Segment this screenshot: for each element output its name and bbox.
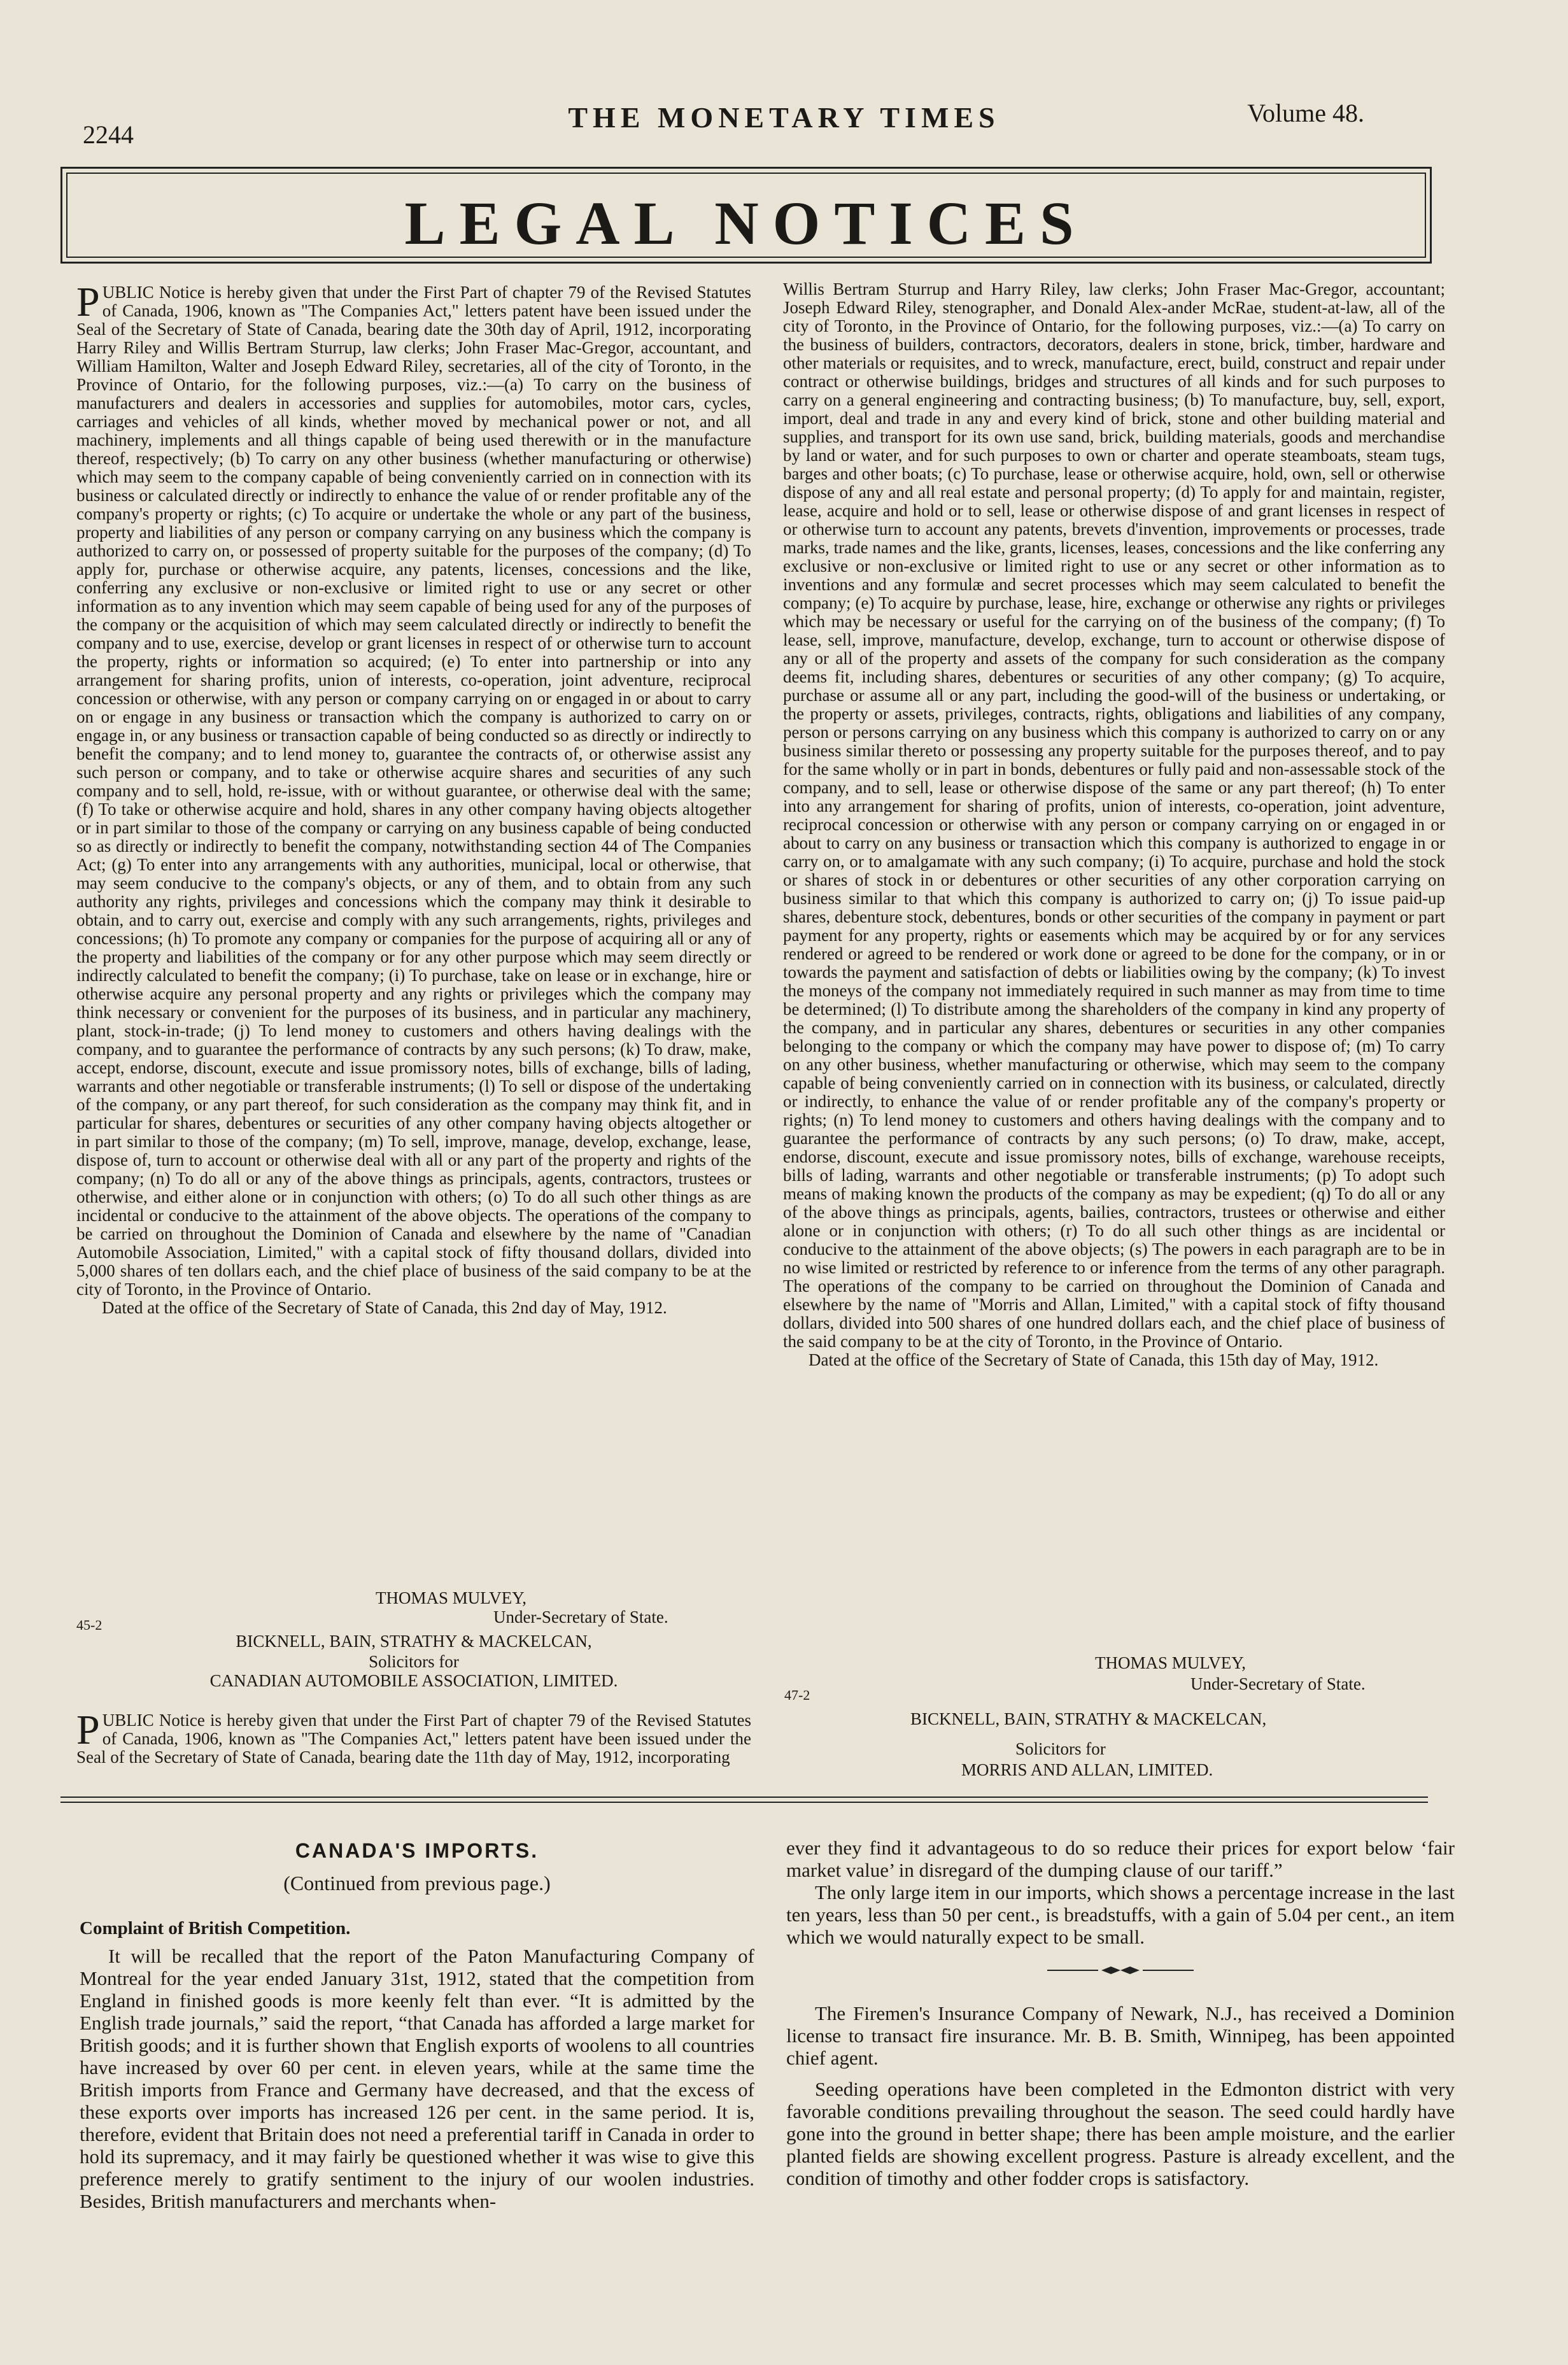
notice-dated: Dated at the office of the Secretary of State of Canada, this 2nd day of May, 1912. (102, 1298, 667, 1317)
client-name: CANADIAN AUTOMOBILE ASSOCIATION, LIMITED. (209, 1671, 618, 1690)
solicitors-for: Solicitors for (1015, 1739, 1106, 1758)
signer-title: Under-Secretary of State. (493, 1607, 668, 1627)
article-paragraph: The only large item in our imports, which shows a percentage increase in the last ten years, less than 50 per cent., is breadstuffs, with a gain of 5.04 per cent., an item which we would naturally expect to be small. (786, 1881, 1455, 1948)
section-divider (60, 1797, 1428, 1798)
article-continued (786, 1837, 1455, 2189)
notice-body: PUBLIC Notice is hereby given that under the First Part of chapter 79 of the Revised Statutes of Canada, 1906, known as "The Companies Act," letters patent have been issued under the Seal of the Secretary of State of Canada, bearing date the 30th day of April, 1912, incorporating Harry Riley and Willis Bertram Sturrup, law clerks; John Fraser Mac-Gregor, accountant, and William Hamilton, Walter and Joseph Edward Riley, secretaries, all of the city of Toronto, in the Province of Ontario, for the following purposes, viz.:—(a) To carry on the business of manufacturers and dealers in accessories and supplies for automobiles, motor cars, cycles, carriages and vehicles of all kinds, whether moved by mechanical power or not, and all machinery, implements and all things capable of being used therewith or in the manufacture thereof, respectively; (b) To carry on any other business (whether manufacturing or otherwise) which may seem to the company capable of being conveniently carried on in connection with its business or calculated directly or indirectly to enhance the value of or render profitable any of the company's property or rights; (c) To acquire or undertake the whole or any part of the business, property and liabilities of any person or company carrying on any business which the company is authorized to carry on, or possessed of property suitable for the purposes of the company; (d) To apply for, purchase or otherwise acquire, any patents, licenses, concessions and the like, conferring any exclusive or non-exclusive or limited right to use or any secret or other information as to any invention which may seem capable of being used for any of the purposes of the company or the acquisition of which may seem calculated directly or indirectly to benefit the company and to use, exercise, develop or grant licenses in respect of or otherwise turn to account the property, rights or information so acquired; (e) To enter into partnership or into any arrangement for sharing profits, union of interests, co-operation, joint adventure, reciprocal concession or otherwise, with any person or company carrying on or engaged in or about to carry on or engage in any business or transaction which the company is authorized to carry on or engage in, or any business or transaction capable of being conducted so as directly or indirectly to benefit the company; and to lend money to, guarantee the contracts of, or otherwise assist any such person or company, and to take or otherwise acquire shares and securities of any such company and to sell, hold, re-issue, with or without guarantee, or otherwise deal with the same; (f) To take or otherwise acquire and hold, shares in any other company having objects altogether or in part similar to those of the company or carrying on any business capable of being conducted so as directly or indirectly to benefit the company, notwithstanding section 44 of The Companies Act; (g) To enter into any arrangements with any authorities, municipal, local or otherwise, that may seem conducive to the company's objects, or any of them, and to obtain from any such authority any rights, privileges and concessions which the company may think it desirable to obtain, and to carry out, exercise and comply with any such arrangements, rights, privileges and concessions; (h) To promote any company or companies for the purpose of acquiring all or any of the property and liabilities of the company or for any other purpose which may seem directly or indirectly calculated to benefit the company; (i) To purchase, take on lease or in exchange, hire or otherwise acquire any personal property and any rights or privileges which the company may think necessary or convenient for the purposes of its business, and in particular any machinery, plant, stock-in-trade; (j) To lend money to customers and others having dealings with the company, and to guarantee the performance of contracts by any such persons; (k) To draw, make, accept, endorse, discount, execute and issue promissory notes, bills of exchange, bills of lading, warrants and other negotiable or transferable instruments; (l) To sell or dispose of the undertaking of the company, or any part thereof, for such consideration as the company may think fit, and in particular for shares, debentures or securities of any other company having objects altogether or in part similar to those of the company; (m) To sell, improve, manage, develop, exchange, lease, dispose of, turn to account or otherwise deal with all or any part of the property and rights of the company; (n) To do all or any of the above things as principals, agents, contractors, trustees or otherwise, and either alone or in conjunction with others; (o) To do all such other things as are incidental or conducive to the attainment of the above objects. The operations of the company to be carried on throughout the Dominion of Canada and elsewhere by the name of "Canadian Automobile Association, Limited," with a capital stock of fifty thousand dollars, divided into 5,000 shares of ten dollars each, and the chief place of business of the said company to be at the city of Toronto, in the Province of Ontario. (76, 279, 751, 1299)
article-paragraph: The Firemen's Insurance Company of Newark, N.J., has received a Dominion license to transact fire insurance. Mr. B. B. Smith, Winnipeg, has been appointed chief agent. (786, 2002, 1455, 2069)
section-divider (60, 1802, 1428, 1803)
dropcap: P (76, 279, 100, 325)
journal-title: THE MONETARY TIMES (568, 101, 1000, 134)
notice-body: Willis Bertram Sturrup and Harry Riley, law clerks; John Fraser Mac-Gregor, accountant; Joseph Edward Riley, stenographer, and Donald Alex-ander McRae, student-at-law, all of the city of Toronto, in the Province of Ontario, for the following purposes, viz.:—(a) To carry on the business of builders, contractors, decorators, dealers in stone, brick, timber, hardware and other materials or requisites, and to wreck, manufacture, erect, build, construct and repair under contract or otherwise buildings, bridges and structures of all kinds and for such purposes to carry on a general engineering and contracting business; (b) To manufacture, buy, sell, export, import, deal and trade in any and every kind of brick, stone and other building material and supplies, and transport for its own use sand, brick, building materials, goods and merchandise by land or water, and for such purposes to own or charter and operate steamboats, steam tugs, barges and other boats; (c) To purchase, lease or otherwise acquire, hold, own, sell or otherwise dispose of any and all real estate and personal property; (d) To apply for and maintain, register, lease, acquire and hold or to sell, lease or otherwise dispose of and grant licenses in respect of or otherwise turn to account any patents, brevets d'invention, improvements or processes, trade marks, trade names and the like, grants, licenses, leases, concessions and the like conferring any exclusive or non-exclusive or limited right to use or any secret or other information as to inventions and any formulæ and secret processes which may seem calculated to benefit the company; (e) To acquire by purchase, lease, hire, exchange or otherwise any rights or privileges which may be necessary or useful for the carrying on of the business of the company; (f) To lease, sell, improve, manufacture, develop, exchange, turn to account or otherwise dispose of any or all of the property and assets of the company for such consideration as the company deems fit, including shares, debentures or securities of any other company; (g) To acquire, purchase or assume all or any part, including the good-will of the business or undertaking, or the property or assets, privileges, contracts, rights, obligations and liabilities of any company, person or persons carrying on any business which this company is authorized to carry on or any business similar thereto or possessing any property suitable for the purposes thereof, and to pay for the same wholly or in part in bonds, debentures or fully paid and non-assessable stock of the company, and to sell, lease or otherwise dispose of the same or any part thereof; (h) To enter into any arrangement for sharing of profits, union of interests, co-operation, joint adventure, reciprocal concession or otherwise with any person or company carrying on or engaged in or about to carry on any business or transaction which this company is authorized to engage in or carry on, or to amalgamate with any such company; (i) To acquire, purchase and hold the stock or shares of stock in or debentures or other securities of any other corporation carrying on business similar to that which this company is authorized to carry on; (j) To issue paid-up shares, debenture stock, debentures, bonds or other securities of the company in payment or part payment for any property, rights or easements which may be acquired by or for any services rendered or agreed to be rendered or work done or agreed to be done for the company, or in or towards the payment and satisfaction of debts or liabilities owing by the company; (k) To invest the moneys of the company not immediately required in such manner as may from time to time be determined; (l) To distribute among the shareholders of the company in kind any property of the company, and in particular any shares, debentures or securities in any other companies belonging to the company or which the company may have power to dispose of; (m) To carry on any other business, whether manufacturing or otherwise, which may seem to the company capable of being conveniently carried on in connection with its business, or calculated, directly or indirectly, to enhance the value of or render profitable any of the company's property or rights; (n) To lend money to customers and others having dealings with the company and to guarantee the performance of contracts by any such persons; (o) To draw, make, accept, endorse, discount, execute and issue promissory notes, bills of exchange, warehouse receipts, bills of lading, warrants and other negotiable or transferable instruments; (p) To adopt such means of making known the products of the company as may be expedient; (q) To do all or any of the above things as principals, agents, bailies, contractors, trustees or otherwise and either alone or in conjunction with others; (r) To do all such other things as are incidental or conducive to the attainment of the above objects; (s) The powers in each paragraph are to be in no wise limited or restricted by reference to or inference from the terms of any other paragraph. The operations of the company to be carried on throughout the Dominion of Canada and elsewhere by the name of "Morris and Allan, Limited," with a capital stock of fifty thousand dollars, divided into 500 shares of one hundred dollars each, and the chief place of business of the said company to be at the city of Toronto, in the Province of Ontario. (783, 279, 1445, 1351)
solicitors-name: BICKNELL, BAIN, STRATHY & MACKELCAN, (910, 1709, 1267, 1728)
signer-name: THOMAS MULVEY, (376, 1588, 527, 1607)
banner-title: LEGAL NOTICES (404, 189, 1088, 257)
article-canadas-imports (80, 1840, 754, 2212)
solicitors-for: Solicitors for (369, 1652, 459, 1671)
ornament-divider-icon (786, 1961, 1455, 1983)
dropcap: P (76, 1707, 100, 1753)
notice-ref: 47-2 (784, 1687, 810, 1703)
article-paragraph: ever they find it advantageous to do so reduce their prices for export below ‘fair market value’ in disregard of the dumping clause of our tariff.” (786, 1837, 1455, 1881)
page-number: 2244 (83, 120, 134, 149)
signer-title: Under-Secretary of State. (1190, 1674, 1366, 1693)
article-paragraph: Seeding operations have been completed in the Edmonton district with very favorable conditions prevailing throughout the season. The seed could hardly have gone into the ground in better shape; there has been ample moisture, and the earlier planted fields are showing excellent progress. Pasture is already excellent, and the condition of timothy and other fodder crops is satisfactory. (786, 2078, 1455, 2189)
signer-name: THOMAS MULVEY, (1095, 1653, 1247, 1672)
legal-notices-banner (60, 167, 1432, 264)
article-title: CANADA'S IMPORTS. (295, 1839, 539, 1862)
article-subtitle: (Continued from previous page.) (283, 1872, 551, 1895)
page-header (0, 95, 1568, 149)
article-subhead: Complaint of British Competition. (80, 1918, 351, 1938)
notice-ref: 45-2 (76, 1617, 102, 1633)
solicitors-name: BICKNELL, BAIN, STRATHY & MACKELCAN, (236, 1632, 592, 1651)
volume-label: Volume 48. (1247, 99, 1364, 127)
notice-dated: Dated at the office of the Secretary of State of Canada, this 15th day of May, 1912. (809, 1350, 1379, 1369)
notice-canadian-automobile (76, 279, 751, 1317)
client-name: MORRIS AND ALLAN, LIMITED. (961, 1760, 1213, 1779)
notice-morris-allan-start: PUBLIC Notice is hereby given that under the First Part of chapter 79 of the Revised Statutes of Canada, 1906, known as "The Companies Act," letters patent have been issued under the Seal of the Secretary of State of Canada, bearing date the 11th day of May, 1912, incorporating (76, 1707, 751, 1767)
notice-morris-allan-continued (783, 280, 1445, 1369)
article-paragraph: It will be recalled that the report of the Paton Manufacturing Company of Montreal for the year ended January 31st, 1912, stated that the competition from England in finished goods is more keenly felt than ever. “It is admitted by the English trade journals,” said the report, “that Canada has afforded a large market for British goods; and it is further shown that English exports of woolens to all countries have increased by over 60 per cent. in eleven years, while at the same time the British imports from France and Germany have decreased, and that the excess of these exports over imports has increased 126 per cent. in the same period. It is, therefore, evident that Britain does not need a preferential tariff in Canada in order to hold its supremacy, and it may fairly be questioned whether it was wise to give this preference merely to gratify sentiment to the injury of our woolen industries. Besides, British manufacturers and merchants when- (80, 1945, 754, 2212)
